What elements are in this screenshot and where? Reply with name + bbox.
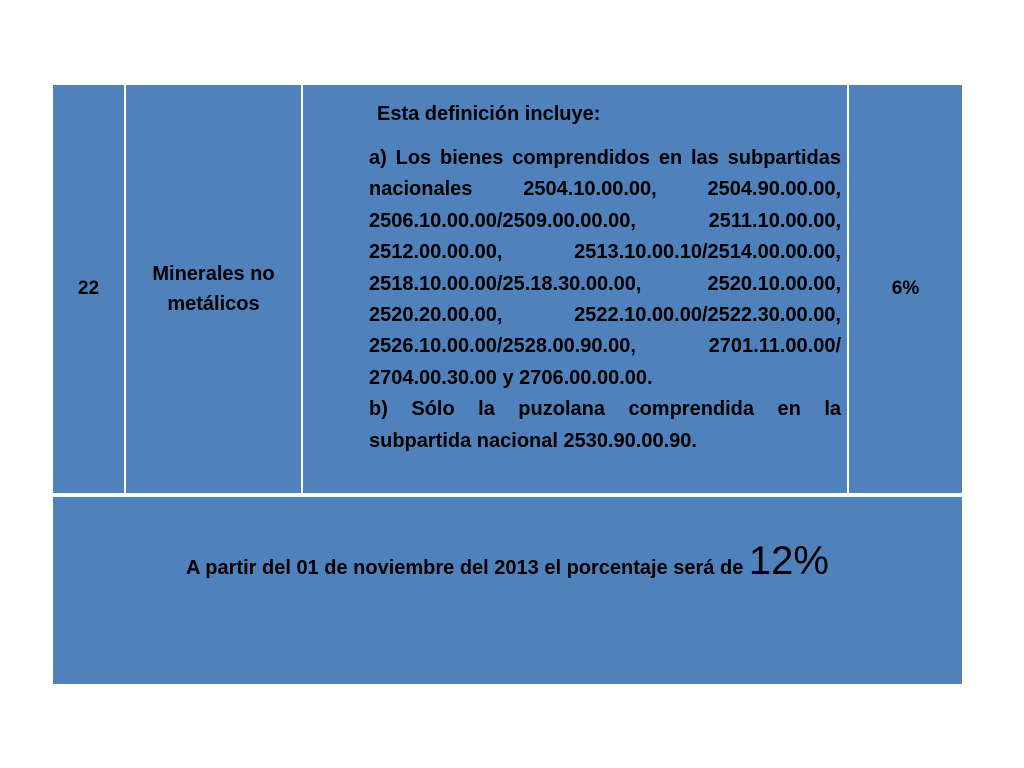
footer-text: A partir del 01 de noviembre del 2013 el porcentaje será de (186, 557, 744, 579)
definition-heading: Esta definición incluye: (377, 103, 601, 125)
rate-value: 6% (891, 278, 920, 299)
footer-cell (53, 497, 962, 684)
row-number: 22 (77, 278, 100, 299)
rate-cell (849, 85, 962, 493)
row-number-cell (53, 85, 124, 493)
definition-item-b: b) Sólo la puzolana comprendida en la subpartida nacional 2530.90.00.90. (369, 398, 841, 452)
footer-new-rate: 12% (748, 539, 829, 583)
definition-body (369, 143, 841, 457)
footer-note (53, 539, 962, 584)
category-cell (126, 85, 301, 493)
tariff-table (52, 84, 964, 686)
category-name: Minerales no metálicos (152, 263, 275, 315)
definition-item-a: a) Los bienes comprendidos en las subpartidas nacionales 2504.10.00.00, 2504.90.00.00, 2506.10.00.00/2509.00.00.00, 2511.10.00.00, 2512.00.00.00, 2513.10.00.10/2514.00.00.00, 2518.10.00.00/25.18.30.00.00, 2520.10.00.00, 2520.20.00.00, 2522.10.00.00/2522.30.00.00, 2526.10.00.00/2528.00.90.00, 2701.11.00.00/ 2704.00.30.00 y 2706.00.00.00. (369, 147, 841, 389)
definition-cell (303, 85, 847, 493)
